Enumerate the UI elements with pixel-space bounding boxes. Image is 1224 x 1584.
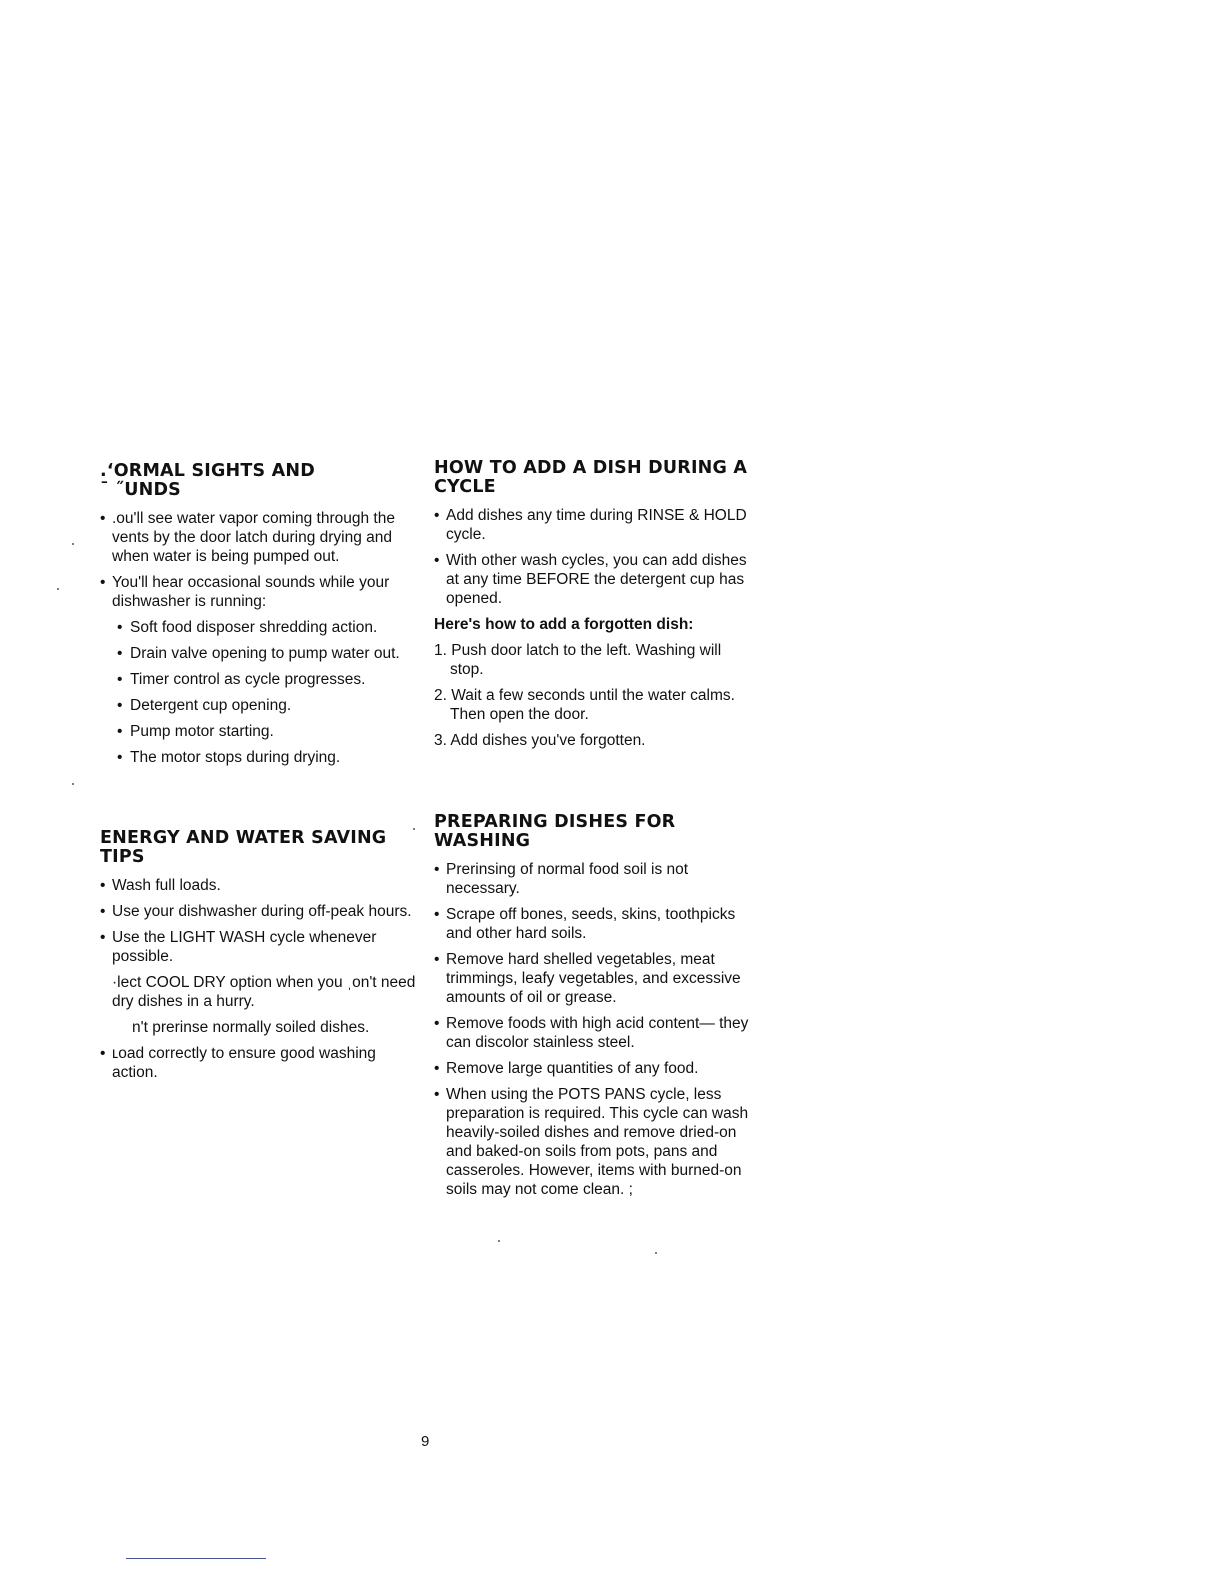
list-item: • With other wash cycles, you can add dishes at any time BEFORE the detergent cup has opened. [434,551,754,608]
normal-sights-heading [100,462,418,500]
list-item: • Remove foods with high acid content— they can discolor stainless steel. [434,1014,754,1052]
list-item: • Add dishes any time during RINSE & HOLD cycle. [434,506,754,544]
energy-list [100,876,418,966]
scan-speck [57,588,59,590]
left-column [100,462,418,1089]
forgotten-dish-steps [434,641,754,750]
add-dish-heading: HOW TO ADD A DISH DURING A CYCLE [434,458,748,497]
step-item: 2. Wait a few seconds until the water calms. Then open the door. [434,687,735,723]
normal-sights-heading-line2: ¯ ˝UNDS [100,480,181,500]
normal-sights-list [100,509,418,767]
preparing-section [434,813,754,1199]
sub-list-item: • Pump motor starting. [100,722,418,741]
energy-heading: ENERGY AND WATER SAVING TIPS [100,828,387,867]
sub-list-item: • Drain valve opening to pump water out. [100,644,418,663]
page-number: 9 [421,1433,430,1450]
list-item: • You'll hear occasional sounds while your dishwasher is running: [100,573,418,611]
add-dish-list [434,506,754,608]
list-item: • Scrape off bones, seeds, skins, toothpicks and other hard soils. [434,905,754,943]
right-column [434,459,754,1206]
energy-list-end [100,1044,418,1082]
add-dish-section [434,459,754,750]
list-item: • .ou'll see water vapor coming through the vents by the door latch during drying and when water is being pumped out. [100,509,418,566]
forgotten-dish-label: Here's how to add a forgotten dish: [434,616,694,633]
list-item: • ʟoad correctly to ensure good washing action. [100,1044,418,1082]
energy-fragment-prerinse: n't prerinse normally soiled dishes. [132,1019,370,1036]
list-item: • Wash full loads. [100,876,418,895]
normal-sights-section [100,462,418,767]
preparing-heading: PREPARING DISHES FOR WASHING [434,812,676,851]
scan-artifact-line [126,1558,266,1559]
list-item: • Remove hard shelled vegetables, meat trimmings, leafy vegetables, and excessive amounts of oil or grease. [434,950,754,1007]
list-item: • When using the POTS PANS cycle, less preparation is required. This cycle can wash heavily-soiled dishes and remove dried-on and baked-on soils from pots, pans and casseroles. However, items with burned-on soils may not come clean. ; [434,1085,754,1199]
preparing-list [434,860,754,1199]
scan-speck [413,828,415,830]
normal-sights-heading-line1: .‘ORMAL SIGHTS AND [100,461,315,481]
sub-list-item: • The motor stops during drying. [100,748,418,767]
scan-speck [498,1240,500,1242]
scan-speck [72,783,74,785]
energy-fragment-cool-dry: ·lect COOL DRY option when you ˌon't need dry dishes in a hurry. [112,974,416,1010]
list-item: • Use your dishwasher during off-peak hours. [100,902,418,921]
energy-section [100,829,418,1082]
list-item: • Use the LIGHT WASH cycle whenever possible. [100,928,418,966]
sub-list-item: • Timer control as cycle progresses. [100,670,418,689]
scan-speck [655,1252,657,1254]
list-item: • Remove large quantities of any food. [434,1059,754,1078]
list-item: • Prerinsing of normal food soil is not necessary. [434,860,754,898]
sub-list-item: • Soft food disposer shredding action. [100,618,418,637]
sub-list-item: • Detergent cup opening. [100,696,418,715]
step-item: 3. Add dishes you've forgotten. [434,732,646,749]
scan-speck [72,543,74,545]
step-item: 1. Push door latch to the left. Washing will stop. [434,642,722,678]
